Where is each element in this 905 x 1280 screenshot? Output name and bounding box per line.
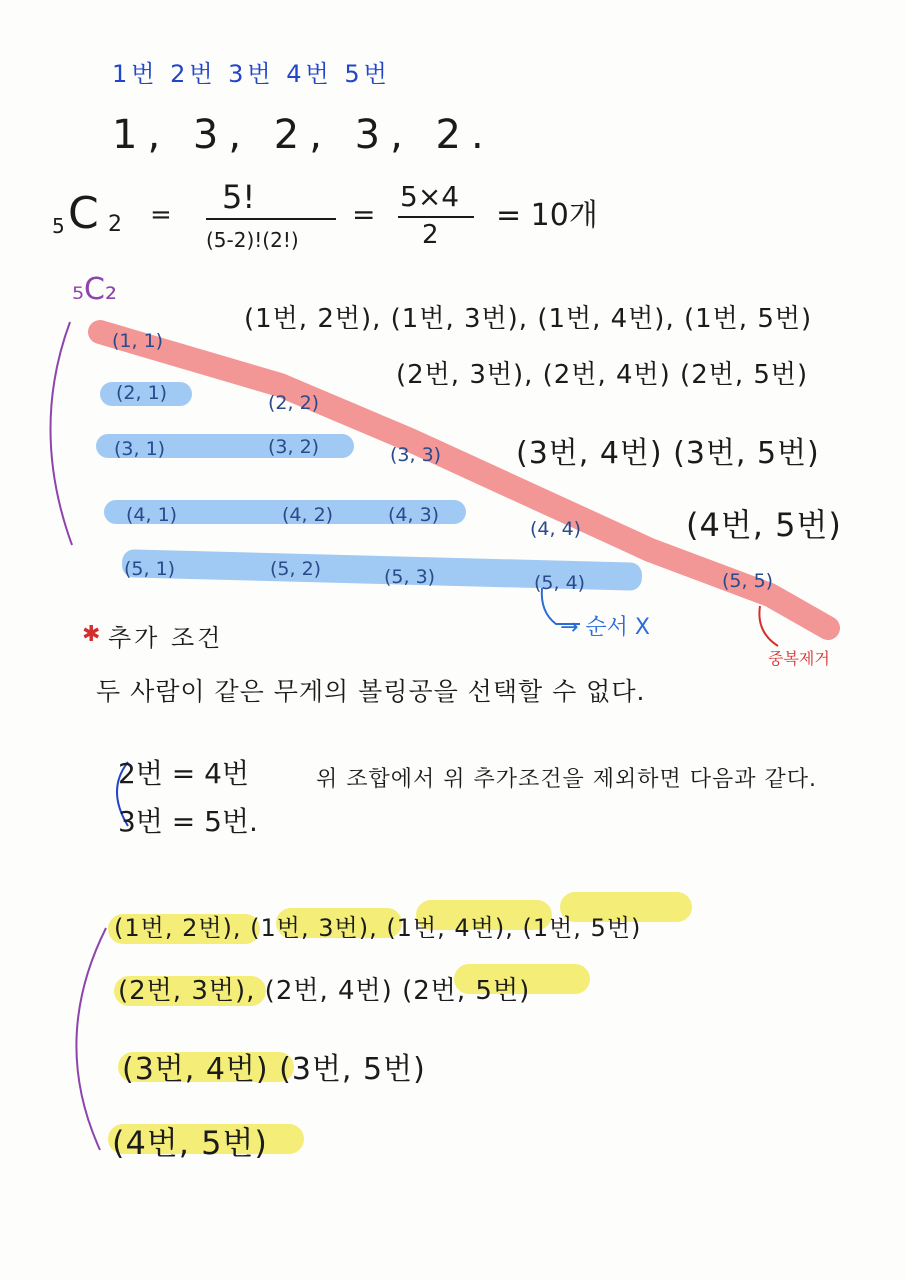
table-cell: (3, 1)	[114, 438, 166, 460]
table-cell: (5, 3)	[384, 566, 436, 588]
final-combo: (3번, 4번)	[122, 1052, 269, 1087]
table-cell: (2, 1)	[116, 382, 168, 404]
duplicate-note: 중복제거	[768, 649, 830, 668]
formula-c: C	[68, 188, 99, 239]
dup-arrow	[759, 606, 778, 646]
final-combo: (1번, 2번)	[114, 914, 233, 942]
formula-denominator-2: 2	[422, 220, 439, 250]
table-cell: (4, 3)	[388, 504, 440, 526]
weights-list: 1, 3, 2, 3, 2.	[112, 112, 494, 158]
combo-row-3: (3번, 4번) (3번, 5번)	[516, 436, 820, 471]
final-combo: (2번, 3번)	[118, 976, 247, 1006]
final-row-2	[118, 970, 530, 1007]
formula-subscript-right: 2	[108, 212, 122, 237]
table-cell: (5, 4)	[534, 572, 586, 594]
combo-row-4: (4번, 5번)	[686, 506, 842, 544]
equality-1: 2번 = 4번	[118, 757, 249, 790]
combo-row-1: (1번, 2번), (1번, 3번), (1번, 4번), (1번, 5번)	[244, 304, 813, 334]
final-combo: (2번, 5번)	[392, 976, 531, 1006]
final-row-3	[122, 1044, 426, 1088]
table-cell: (4, 1)	[126, 504, 178, 526]
table-cell: (3, 3)	[390, 444, 442, 466]
table-cell: (5, 1)	[124, 558, 176, 580]
final-row-1	[114, 908, 641, 943]
final-combo: , (2번, 4번)	[246, 976, 393, 1006]
table-cell: (1, 1)	[112, 330, 164, 352]
order-note: → 순서 X	[560, 615, 650, 640]
table-cell: (4, 4)	[530, 518, 582, 540]
table-cell: (4, 2)	[282, 504, 334, 526]
condition-title: 추가 조건	[108, 624, 224, 652]
final-combo: , (1번, 4번)	[369, 914, 506, 942]
table-label: ₅C₂	[72, 272, 117, 307]
condition-text: 두 사람이 같은 무게의 볼링공을 선택할 수 없다.	[96, 677, 646, 706]
equality-2: 3번 = 5번.	[118, 805, 258, 838]
condition-summary: 위 조합에서 위 추가조건을 제외하면 다음과 같다.	[316, 767, 817, 792]
final-combo: , (1번, 3번)	[232, 914, 370, 942]
formula-equals-1: =	[150, 200, 172, 230]
formula-numerator-2: 5×4	[400, 180, 460, 213]
formula-equals-2: =	[352, 198, 376, 231]
table-cell: (3, 2)	[268, 436, 320, 458]
final-combo: (4번, 5번)	[112, 1124, 268, 1162]
final-bracket	[76, 928, 106, 1150]
formula-subscript-left: 5	[52, 214, 65, 238]
final-combo: , (1번, 5번)	[505, 914, 642, 942]
combo-row-2: (2번, 3번), (2번, 4번) (2번, 5번)	[396, 360, 809, 390]
table-cell: (5, 5)	[722, 570, 774, 592]
final-combo: (3번, 5번)	[268, 1052, 426, 1087]
star-icon: ✱	[82, 622, 101, 647]
left-bracket	[50, 322, 72, 545]
formula-numerator: 5!	[222, 178, 256, 216]
table-cell: (2, 2)	[268, 392, 320, 414]
person-labels: 1번 2번 3번 4번 5번	[112, 60, 391, 88]
formula-denominator: (5-2)!(2!)	[206, 228, 299, 252]
table-cell: (5, 2)	[270, 558, 322, 580]
formula-result: = 10개	[496, 198, 598, 233]
final-row-4	[112, 1118, 268, 1164]
